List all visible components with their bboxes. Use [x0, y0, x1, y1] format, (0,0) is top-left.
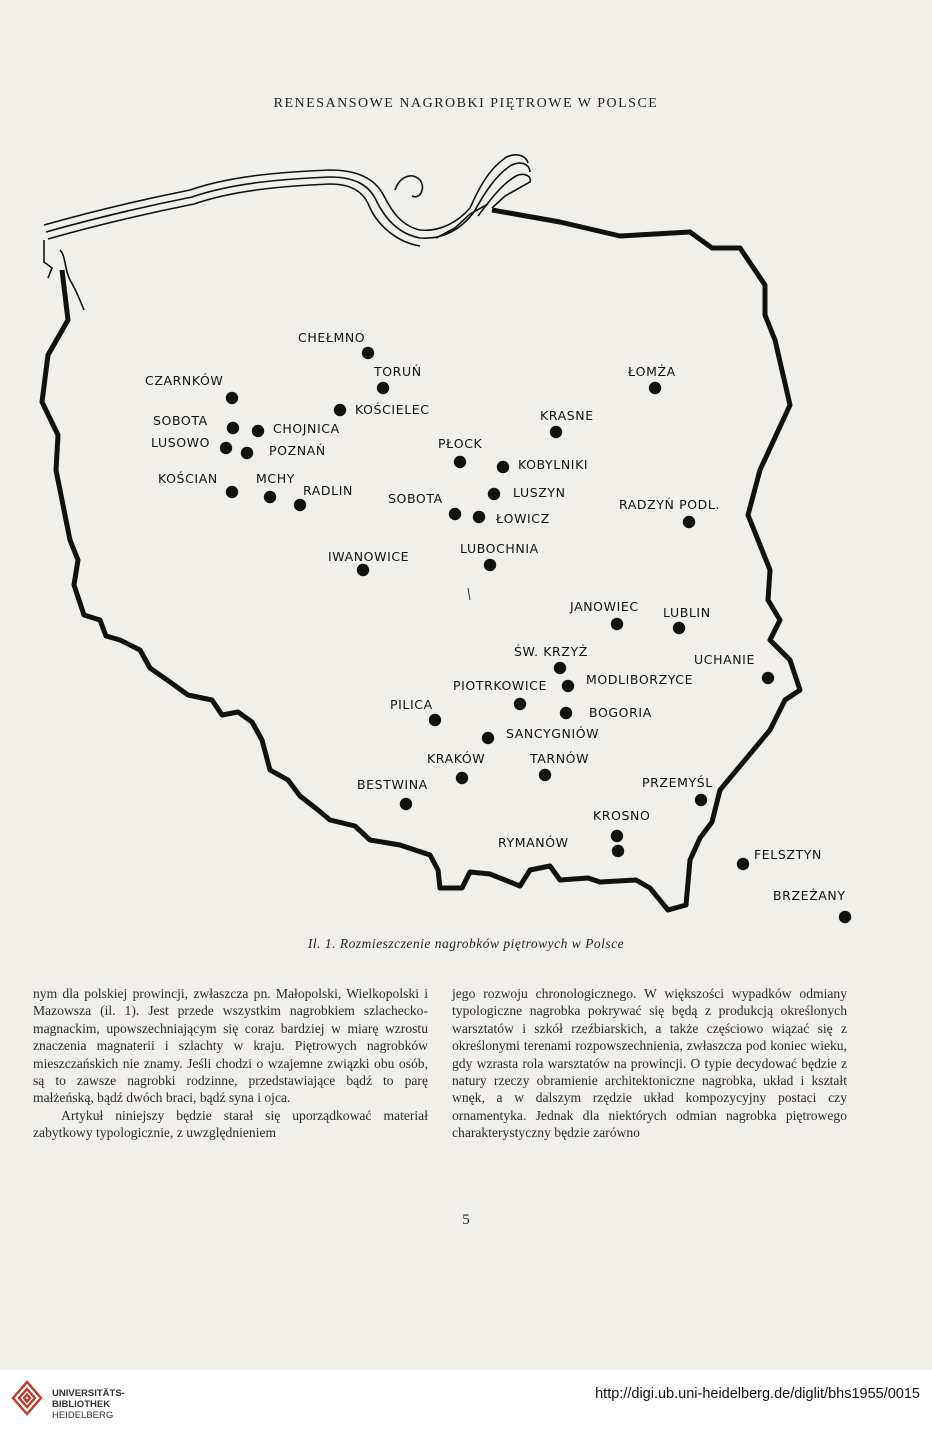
place-label-iwanowice: IWANOWICE [328, 549, 410, 564]
place-marker-kobylniki [497, 457, 588, 473]
place-label-uchanie: UCHANIE [694, 652, 755, 667]
place-dot-koscian [226, 486, 238, 498]
place-label-krakow: KRAKÓW [427, 751, 486, 766]
place-dot-krosno [611, 830, 623, 842]
place-marker-koscielec [334, 402, 430, 417]
place-marker-janowiec [569, 599, 639, 630]
place-marker-plock [438, 436, 483, 468]
place-marker-bestwina [357, 777, 428, 810]
place-marker-krakow [427, 751, 485, 784]
place-dot-radzyn [683, 516, 695, 528]
place-dot-lowicz [473, 511, 485, 523]
place-label-bestwina: BESTWINA [357, 777, 428, 792]
place-marker-tarnow [529, 751, 589, 781]
place-dot-modliborzyce [562, 680, 574, 692]
place-label-rymanow: RYMANÓW [498, 835, 569, 850]
place-label-przemysl: PRZEMYŚL [642, 775, 713, 790]
place-label-kobylniki: KOBYLNIKI [518, 457, 589, 472]
logo-line: HEIDELBERG [52, 1410, 114, 1421]
place-dot-bestwina [400, 798, 412, 810]
place-label-lowicz: ŁOWICZ [496, 511, 550, 526]
place-label-lublin: LUBLIN [663, 605, 711, 620]
place-marker-chojnica [252, 421, 340, 437]
place-dot-tarnow [539, 769, 551, 781]
place-label-plock: PŁOCK [438, 436, 483, 451]
place-label-sobota1: SOBOTA [153, 413, 208, 428]
place-label-janowiec: JANOWIEC [570, 599, 639, 614]
place-label-piotrkowice: PIOTRKOWICE [453, 678, 548, 693]
place-label-felsztyn: FELSZTYN [754, 847, 822, 862]
place-label-krosno: KROSNO [593, 808, 651, 823]
place-label-chelmno: CHEŁMNO [298, 330, 366, 345]
place-marker-krasne [540, 408, 594, 438]
place-dot-krakow [456, 772, 468, 784]
place-dot-poznan [241, 447, 253, 459]
place-dot-plock [454, 456, 466, 468]
place-dot-lubochnia [484, 559, 496, 571]
place-marker-iwanowice [328, 549, 409, 576]
place-label-krasne: KRASNE [540, 408, 594, 423]
places-layer [145, 330, 851, 923]
place-marker-brzezany [773, 888, 851, 923]
place-dot-rymanow [612, 845, 624, 857]
place-marker-poznan [241, 443, 326, 459]
place-dot-kobylniki [497, 461, 509, 473]
place-label-torun: TORUŃ [374, 364, 422, 379]
place-dot-felsztyn [737, 858, 749, 870]
place-label-bogoria: BOGORIA [589, 705, 652, 720]
place-dot-czarnkow [226, 392, 238, 404]
paragraph: Artykuł niniejszy będzie starał się uporządkować materiał zabytkowy typologicznie, z uwzględnieniem [33, 1107, 428, 1141]
place-dot-uchanie [762, 672, 774, 684]
place-marker-modliborzyce [562, 672, 693, 692]
place-dot-chojnica [252, 425, 264, 437]
coastline [44, 155, 530, 310]
place-marker-lowicz [473, 511, 550, 526]
place-marker-lublin [663, 605, 711, 634]
place-dot-janowiec [611, 618, 623, 630]
place-dot-chelmno [362, 347, 374, 359]
place-marker-rymanow [498, 835, 624, 857]
place-dot-radlin [294, 499, 306, 511]
place-label-mchy: MCHY [256, 471, 295, 486]
place-marker-sancygniow [482, 726, 599, 744]
running-title: RENESANSOWE NAGROBKI PIĘTROWE W POLSCE [273, 96, 659, 111]
place-label-poznan: POZNAŃ [269, 443, 326, 458]
place-marker-torun [373, 364, 422, 394]
place-marker-chelmno [298, 330, 374, 359]
place-marker-swkrzyz [514, 644, 588, 674]
place-marker-felsztyn [737, 847, 822, 870]
place-label-chojnica: CHOJNICA [273, 421, 340, 436]
place-dot-luszyn [488, 488, 500, 500]
place-marker-czarnkow [145, 373, 238, 404]
place-dot-brzezany [839, 911, 851, 923]
place-dot-sancygniow [482, 732, 494, 744]
place-marker-piotrkowice [453, 678, 547, 710]
library-logo-text [52, 1388, 125, 1421]
place-label-lomza: ŁOMŻA [628, 364, 676, 379]
footer-bar [0, 1370, 932, 1440]
place-dot-pilica [429, 714, 441, 726]
place-marker-uchanie [694, 652, 774, 684]
place-dot-sobota1 [227, 422, 239, 434]
place-dot-piotrkowice [514, 698, 526, 710]
poland-border [42, 210, 800, 910]
place-marker-lusowo [151, 435, 232, 454]
place-marker-lubochnia [460, 541, 539, 571]
place-label-brzezany: BRZEŻANY [773, 888, 846, 903]
place-label-czarnkow: CZARNKÓW [145, 373, 224, 388]
place-marker-mchy [256, 471, 295, 503]
place-label-modliborzyce: MODLIBORZYCE [586, 672, 694, 687]
place-dot-przemysl [695, 794, 707, 806]
place-label-radzyn: RADZYŃ PODL. [619, 497, 721, 512]
place-marker-sobota2 [388, 491, 461, 520]
place-label-luszyn: LUSZYN [513, 485, 566, 500]
place-marker-koscian [158, 471, 238, 498]
place-dot-koscielec [334, 404, 346, 416]
logo-line: BIBLIOTHEK [52, 1399, 111, 1410]
place-label-koscielec: KOŚCIELEC [355, 402, 430, 417]
place-marker-radzyn [619, 497, 720, 528]
place-dot-torun [377, 382, 389, 394]
place-dot-lomza [649, 382, 661, 394]
place-dot-mchy [264, 491, 276, 503]
stray-marks [468, 588, 470, 600]
place-label-swkrzyz: ŚW. KRZYŻ [514, 644, 588, 659]
place-dot-lublin [673, 622, 685, 634]
place-label-radlin: RADLIN [303, 483, 353, 498]
place-marker-krosno [593, 808, 650, 842]
text-column-right [452, 985, 847, 1142]
paragraph: jego rozwoju chronologicznego. W większości wypadków odmiany typologiczne nagrobka pokrywać się będą z produkcją określonych warsztatów i szkół rzeźbiarskich, a także częściowo wiązać się z określonymi terenami rozpowszechnienia, zwłaszcza pod koniec wieku, gdy wzrasta rola warsztatów na prowincji. O typie decydować będzie z natury rzeczy obramienie architektoniczne nagrobka, układ i kształt wnęk, a w dalszym rzędzie układ kompozycyjny postaci czy ornamentyka. Jednak dla niektórych odmian nagrobka piętrowego charakterystyczny będzie zarówno [452, 986, 847, 1141]
place-dot-swkrzyz [554, 662, 566, 674]
place-marker-sobota1 [153, 413, 239, 434]
library-logo-icon [10, 1378, 44, 1418]
logo-line: UNIVERSITÄTS- [52, 1388, 125, 1399]
place-marker-lomza [627, 364, 676, 394]
place-marker-bogoria [560, 705, 652, 720]
place-marker-radlin [294, 483, 353, 511]
place-dot-iwanowice [357, 564, 369, 576]
place-label-tarnow: TARNÓW [530, 751, 590, 766]
place-dot-bogoria [560, 707, 572, 719]
source-url-link[interactable]: http://digi.ub.uni-heidelberg.de/diglit/bhs1955/0015 [595, 1386, 920, 1402]
text-column-left [33, 985, 428, 1142]
place-label-koscian: KOŚCIAN [158, 471, 218, 486]
place-marker-pilica [390, 697, 441, 726]
place-label-lubochnia: LUBOCHNIA [460, 541, 539, 556]
place-dot-sobota2 [449, 508, 461, 520]
figure-caption: Il. 1. Rozmieszczenie nagrobków piętrowych w Polsce [307, 936, 625, 951]
place-marker-luszyn [488, 485, 566, 500]
place-label-sancygniow: SANCYGNIÓW [506, 726, 600, 741]
place-dot-lusowo [220, 442, 232, 454]
place-label-lusowo: LUSOWO [151, 435, 211, 450]
place-dot-krasne [550, 426, 562, 438]
page-number: 5 [462, 1212, 470, 1228]
place-marker-przemysl [642, 775, 713, 806]
paragraph: nym dla polskiej prowincji, zwłaszcza pn. Małopolski, Wielkopolski i Mazowsza (il. 1). Jest przede wszystkim nagrobkiem szlachecko-magnackim, upowszechniającym się coraz bardziej w miarę wzrostu znaczenia magnaterii i szlachty w kraju. Piętrowych nagrobków mieszczańskich nie znamy. Jeśli chodzi o wzajemne związki obu osób, są to zawsze nagrobki rodzinne, przedstawiające bądź to parę małżeńską, bądź dwóch braci, bądź syna i ojca. [33, 986, 428, 1106]
place-label-pilica: PILICA [390, 697, 433, 712]
place-label-sobota2: SOBOTA [388, 491, 443, 506]
